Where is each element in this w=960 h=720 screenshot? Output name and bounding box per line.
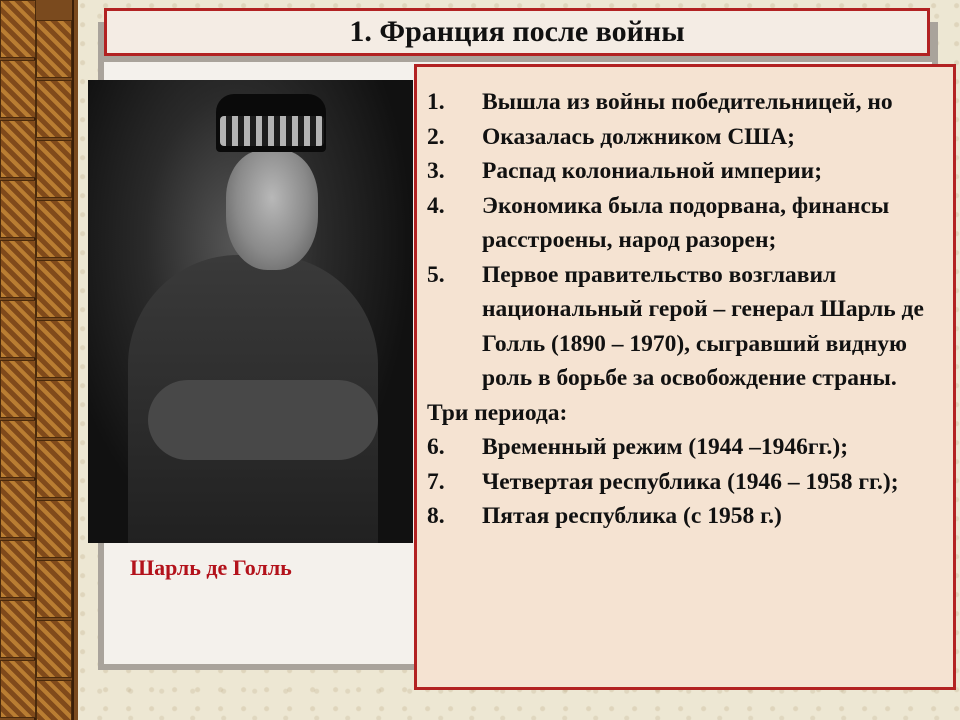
list-item-text: Распад колониальной империи;: [482, 158, 823, 184]
strip-tile: [36, 440, 72, 498]
list-item-text: Пятая республика (с 1958 г.): [482, 503, 782, 529]
list-item: [427, 189, 943, 258]
portrait-arms: [148, 380, 378, 460]
strip-tile: [0, 60, 36, 118]
slide-title: 1. Франция после войны: [104, 8, 930, 56]
photo-caption: Шарль де Голль: [130, 555, 292, 580]
portrait-face: [226, 150, 318, 270]
list-item-number: 7.: [427, 468, 445, 495]
strip-tile: [0, 240, 36, 298]
strip-tile: [36, 560, 72, 618]
decorative-left-strip: [0, 0, 78, 720]
strip-tile: [36, 260, 72, 318]
list-item-text: Оказалась должником США;: [482, 123, 795, 150]
list-item: [427, 120, 943, 155]
list-item-text: Первое правительство возглавил национальный герой – генерал Шарль де Голль (1890 – 1970), сыгравший видную роль в борьбе за освобождение страны.: [482, 261, 924, 391]
strip-divider: [72, 0, 74, 720]
list-item: [427, 85, 943, 120]
list-item-number: 2.: [427, 123, 445, 150]
strip-tile: [0, 120, 36, 178]
list-item-number: 8.: [427, 503, 445, 529]
strip-tile: [0, 420, 36, 478]
strip-tile: [36, 320, 72, 378]
portrait-photo: [88, 80, 413, 543]
strip-tile: [0, 300, 36, 358]
list-item-number: 6.: [427, 434, 445, 460]
list-item-number: 1.: [427, 89, 445, 115]
strip-tile: [0, 360, 36, 418]
strip-tile: [36, 620, 72, 678]
list-item: [427, 465, 943, 500]
strip-tile: [0, 180, 36, 238]
facts-textbox: [414, 64, 956, 690]
list-item-text: Экономика была подорвана, финансы расстроены, народ разорен;: [482, 192, 890, 253]
strip-tile: [0, 480, 36, 538]
strip-tile: [0, 0, 36, 58]
list-item-number: 4.: [427, 192, 445, 219]
list-item: [427, 430, 943, 465]
list-item-text: Четвертая республика (1946 – 1958 гг.);: [482, 468, 899, 495]
list-item: [427, 154, 943, 189]
list-item: [427, 499, 943, 534]
strip-tile: [36, 80, 72, 138]
strip-tile: [36, 200, 72, 258]
list-item-text: Временный режим (1944 –1946гг.);: [482, 434, 849, 460]
list-item-number: 3.: [427, 158, 445, 184]
strip-tile: [36, 680, 72, 720]
periods-heading: Три периода:: [427, 399, 568, 426]
list-item-text: Вышла из войны победительницей, но: [482, 89, 893, 115]
strip-tile: [0, 660, 36, 718]
strip-tile: [36, 380, 72, 438]
strip-tile: [36, 500, 72, 558]
portrait-cap-band: [220, 116, 324, 146]
strip-tile: [0, 540, 36, 598]
strip-tile: [0, 600, 36, 658]
strip-tile: [36, 20, 72, 78]
list-item: [427, 258, 943, 396]
strip-tile: [36, 140, 72, 198]
list-item-number: 5.: [427, 261, 445, 288]
